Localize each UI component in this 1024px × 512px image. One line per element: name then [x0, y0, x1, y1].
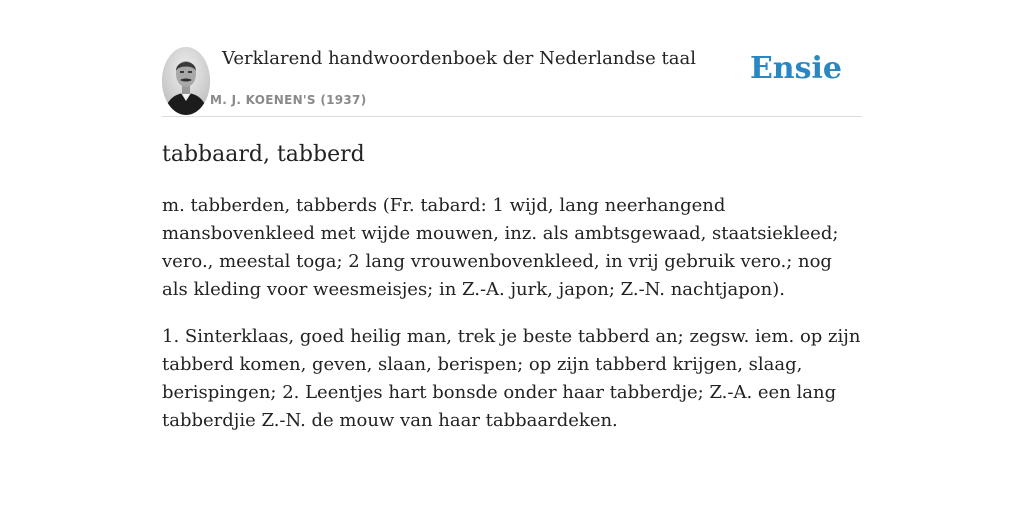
- book-title: Verklarend handwoordenboek der Nederlandse taal: [222, 48, 696, 69]
- entry-examples: 1. Sinterklaas, goed heilig man, trek je beste tabberd an; zegsw. iem. op zijn tabberd komen, geven, slaan, berispen; op zijn tabberd krijgen, slaag, berispingen; 2. Leentjes hart bonsde onder haar tabberdje; Z.-A. een lang tabberdjie Z.-N. de mouw van haar tabbaardeken.: [162, 326, 861, 431]
- author-label: M. J. KOENEN'S (1937): [210, 93, 367, 107]
- entry-definition: m. tabberden, tabberds (Fr. tabard: 1 wijd, lang neerhangend mansbovenkleed met wijde mouwen, inz. als ambtsgewaad, staatsiekleed; vero., meestal toga; 2 lang vrouwenbovenkleed, in vrij gebruik vero.; nog als kleding voor weesmeisjes; in Z.-A. jurk, japon; Z.-N. nachtjapon).: [162, 195, 839, 300]
- author-portrait: [162, 47, 210, 115]
- portrait-photo-icon: [162, 47, 210, 115]
- page-container: [162, 0, 862, 431]
- site-header: [162, 0, 862, 117]
- entry-headword: tabbaard, tabberd: [162, 142, 365, 167]
- ensie-logo-link[interactable]: Ensie: [749, 51, 842, 86]
